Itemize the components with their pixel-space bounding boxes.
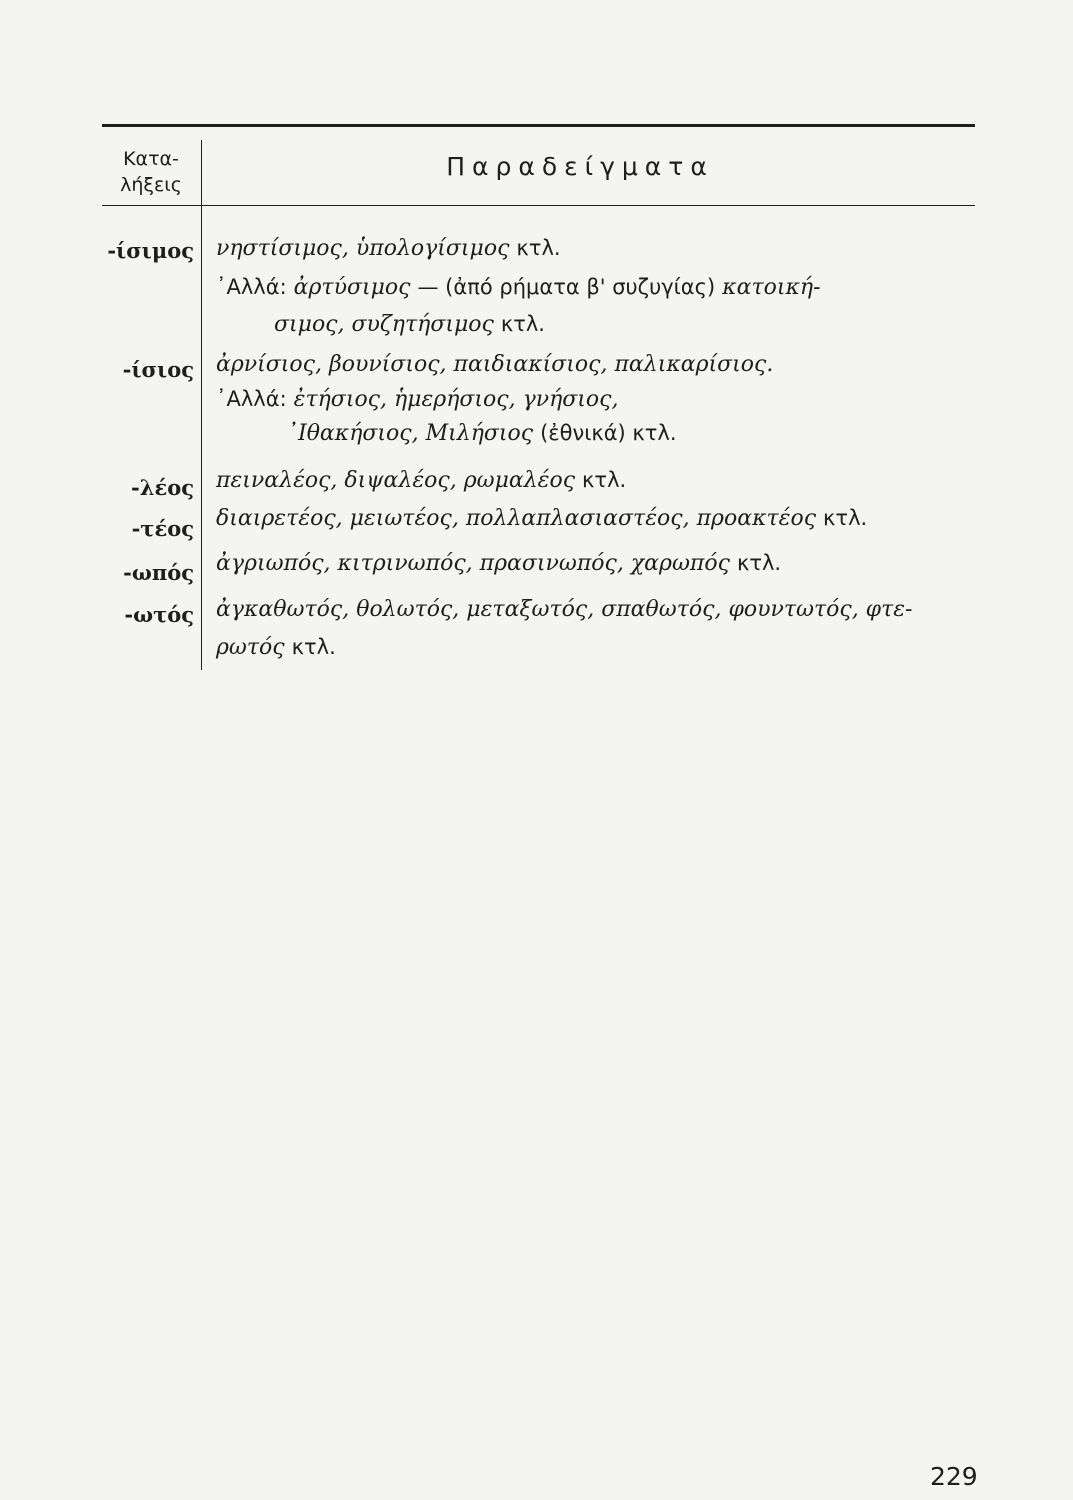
example-line xyxy=(216,551,976,576)
example-words: ἀρνίσιος, βουνίσιος, παιδιακίσιος, παλικαρίσιος. xyxy=(216,352,774,377)
header-endings-line1: Κατα- xyxy=(123,148,179,170)
example-words: ἐτήσιος, ἡμερήσιος, γνήσιος, xyxy=(293,387,619,412)
example-line xyxy=(216,387,976,412)
table-top-rule xyxy=(102,124,975,127)
example-words: κατοική- xyxy=(722,275,821,300)
example-line xyxy=(216,597,976,622)
header-examples: Παραδείγματα xyxy=(446,152,714,181)
example-words: ἀγριωπός, κιτρινωπός, πρασινωπός, χαρωπός xyxy=(216,551,730,576)
example-words: ἀρτύσιμος xyxy=(293,275,411,300)
example-words: νηστίσιμος, ὑπολογίσιμος xyxy=(216,236,510,261)
table-header-rule xyxy=(102,205,975,206)
ending-otos: -ωτός xyxy=(124,602,194,627)
ending-opos: -ωπός xyxy=(123,560,194,585)
example-abbrev: κτλ. xyxy=(291,635,336,659)
example-note: (ἐθνικά) κτλ. xyxy=(540,421,677,445)
header-endings-line2: λήξεις xyxy=(120,174,182,196)
example-line xyxy=(216,352,976,377)
example-words: ρωτός xyxy=(216,635,285,660)
example-line xyxy=(274,312,1034,337)
example-line xyxy=(216,506,976,531)
example-words: πειναλέος, διψαλέος, ρωμαλέος xyxy=(216,468,576,493)
example-abbrev: κτλ. xyxy=(823,506,868,530)
example-line xyxy=(216,236,976,261)
example-note: ᾿Αλλά: xyxy=(216,275,287,299)
header-endings xyxy=(104,146,198,198)
page-number: 229 xyxy=(930,1462,978,1491)
ending-leos: -λέος xyxy=(131,475,194,500)
example-words: διαιρετέος, μειωτέος, πολλαπλασιαστέος, προακτέος xyxy=(216,506,817,531)
example-note: ᾿Αλλά: xyxy=(216,387,287,411)
example-line xyxy=(287,421,1047,446)
example-line xyxy=(216,468,976,493)
example-note: — (ἀπό ρήματα β' συζυγίας) xyxy=(417,275,716,299)
example-line xyxy=(216,275,976,300)
ending-teos: -τέος xyxy=(131,516,194,541)
example-words: ἀγκαθωτός, θολωτός, μεταξωτός, σπαθωτός, φουντωτός, φτε- xyxy=(216,597,913,622)
example-abbrev: κτλ. xyxy=(582,468,627,492)
table-column-divider xyxy=(201,140,202,670)
example-abbrev: κτλ. xyxy=(516,236,561,260)
example-words: σιμος, συζητήσιμος xyxy=(274,312,494,337)
ending-isimos: -ίσιμος xyxy=(107,238,194,263)
ending-isios: -ίσιος xyxy=(122,357,194,382)
example-line xyxy=(216,635,976,660)
example-words: ᾿Ιθακήσιος, Μιλήσιος xyxy=(287,421,534,446)
example-abbrev: κτλ. xyxy=(500,312,545,336)
example-abbrev: κτλ. xyxy=(736,551,782,575)
